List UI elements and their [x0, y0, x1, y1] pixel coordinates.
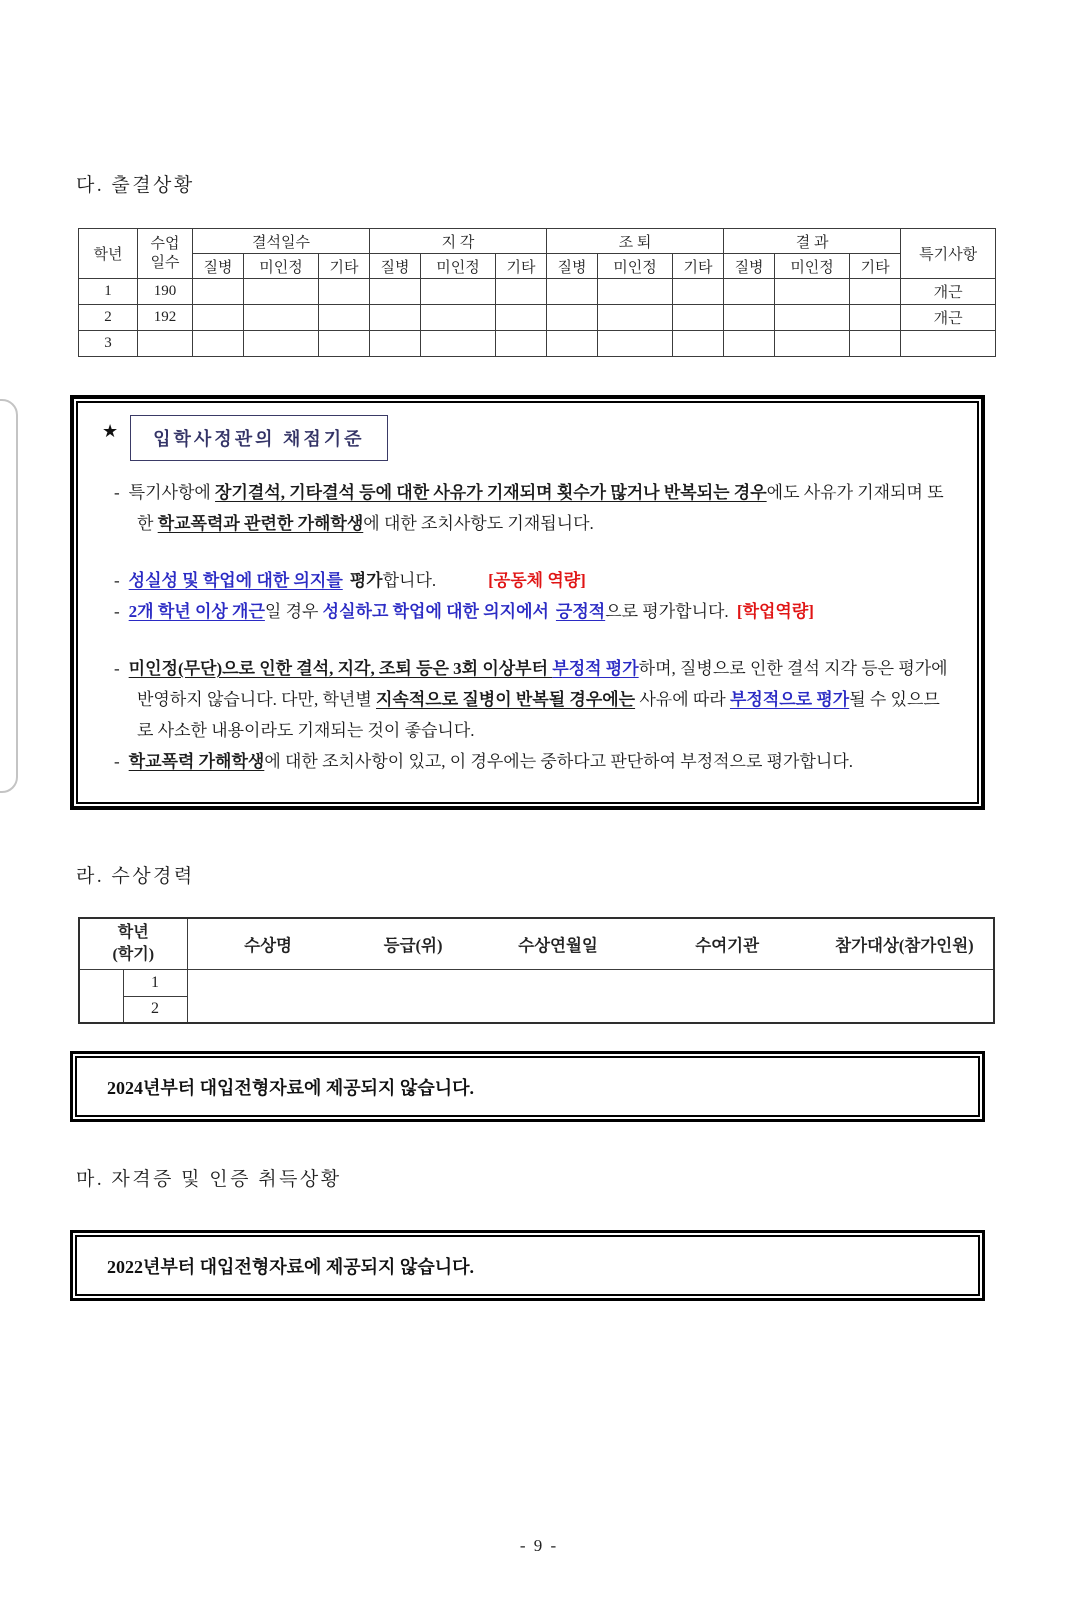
table-cell — [724, 279, 775, 305]
column-header-rank: 등급(위) — [383, 935, 443, 955]
text-run: 사유에 따라 — [635, 690, 730, 709]
column-header-unexcused: 미인정 — [244, 254, 319, 279]
table-cell — [673, 305, 724, 331]
table-cell — [673, 279, 724, 305]
table-cell — [547, 279, 598, 305]
column-header-grade: 학년 — [79, 229, 138, 279]
column-group-result: 결 과 — [724, 229, 901, 254]
notice-text: 2024년부터 대입전형자료에 제공되지 않습니다. — [75, 1056, 980, 1117]
criteria-box — [70, 395, 985, 810]
table-cell — [496, 279, 547, 305]
table-cell — [421, 305, 496, 331]
table-cell — [724, 305, 775, 331]
certificates-heading: 마. 자격증 및 인증 취득상황 — [76, 1169, 342, 1190]
grade-cell: 3 — [79, 331, 138, 357]
table-cell — [421, 279, 496, 305]
text-run: 부정적 평가 — [552, 659, 639, 678]
table-cell — [673, 331, 724, 357]
table-cell — [193, 305, 244, 331]
table-row — [79, 279, 996, 305]
table-cell — [193, 279, 244, 305]
criteria-bullets — [114, 477, 951, 777]
column-header-participants: 참가대상(참가인원) — [835, 935, 974, 955]
days-cell — [138, 331, 193, 357]
table-cell — [496, 305, 547, 331]
table-cell — [775, 331, 850, 357]
criteria-title: 입학사정관의 채점기준 — [130, 415, 387, 461]
table-row — [79, 305, 996, 331]
page-number: - 9 - — [519, 1536, 559, 1555]
table-cell — [319, 305, 370, 331]
grade-cell: 2 — [79, 305, 138, 331]
bullet-dash: - — [114, 483, 120, 502]
table-cell — [775, 305, 850, 331]
column-group-absence: 결석일수 — [193, 229, 370, 254]
bullet-dash: - — [114, 659, 120, 678]
column-header-class-days: 수업 일수 — [138, 229, 193, 279]
table-cell — [850, 305, 901, 331]
text-run: 될 수 있으므로 사소한 내용이라도 기재되는 것이 좋습니다. — [137, 690, 940, 740]
column-header-other: 기타 — [850, 254, 901, 279]
table-cell — [244, 305, 319, 331]
attendance-heading: 다. 출결상황 — [76, 175, 195, 196]
text-run: 학교폭력과 관련한 가해학생 — [157, 514, 364, 533]
column-header-award-name: 수상명 — [244, 935, 292, 955]
column-header-issuer: 수여기관 — [695, 935, 760, 955]
table-cell — [244, 331, 319, 357]
table-cell — [421, 331, 496, 357]
column-header-other: 기타 — [673, 254, 724, 279]
table-cell — [724, 331, 775, 357]
text-run: 에 대한 조치사항이 있고, 이 경우에는 중하다고 판단하여 부정적으로 평가합니다. — [264, 752, 853, 771]
bullet-5 — [114, 746, 951, 777]
table-cell — [370, 305, 421, 331]
days-cell: 192 — [138, 305, 193, 331]
table-row — [79, 331, 996, 357]
column-group-tardy: 지 각 — [370, 229, 547, 254]
column-header-unexcused: 미인정 — [775, 254, 850, 279]
text-run: 일 경우 — [264, 602, 323, 621]
table-cell — [370, 331, 421, 357]
bullet-2 — [114, 565, 951, 596]
table-cell — [598, 331, 673, 357]
note-cell: 개근 — [901, 279, 996, 305]
column-header-unexcused: 미인정 — [421, 254, 496, 279]
attendance-header-row-2 — [79, 254, 996, 279]
text-run: 에도 사유가 기재되며 또한 — [137, 483, 944, 533]
column-header-unexcused: 미인정 — [598, 254, 673, 279]
awards-heading: 라. 수상경력 — [76, 866, 195, 887]
note-cell: 개근 — [901, 305, 996, 331]
text-run: 긍정적 — [555, 602, 606, 621]
column-header-other: 기타 — [319, 254, 370, 279]
criteria-title-row — [98, 415, 953, 461]
bullet-4 — [114, 653, 951, 746]
text-run: 성실하고 학업에 대한 의지에서 — [322, 602, 549, 621]
bullet-dash: - — [114, 571, 120, 590]
notice-text: 2022년부터 대입전형자료에 제공되지 않습니다. — [75, 1235, 980, 1296]
awards-column-headers — [187, 918, 994, 969]
text-run: [학업역량] — [736, 602, 814, 621]
bullet-1 — [114, 477, 951, 539]
table-cell — [775, 279, 850, 305]
table-cell — [547, 331, 598, 357]
text-run: 평가 — [349, 571, 383, 590]
column-header-illness: 질병 — [193, 254, 244, 279]
left-panel-edge — [0, 399, 18, 793]
table-cell — [193, 331, 244, 357]
column-header-grade-semester: 학년 (학기) — [79, 918, 187, 969]
notice-box-2024 — [70, 1051, 985, 1122]
awards-header-row — [79, 918, 994, 969]
note-cell — [901, 331, 996, 357]
column-header-award-date: 수상연월일 — [518, 935, 598, 955]
column-header-illness: 질병 — [724, 254, 775, 279]
column-group-early-leave: 조 퇴 — [547, 229, 724, 254]
text-run: 지속적으로 질병이 반복될 경우에는 — [376, 690, 636, 709]
bullet-dash: - — [114, 752, 120, 771]
table-cell — [850, 279, 901, 305]
table-cell — [547, 305, 598, 331]
text-run: 부정적으로 평가 — [729, 690, 850, 709]
grade-cell — [79, 969, 123, 1023]
text-run: 2개 학년 이상 개근 — [128, 602, 265, 621]
column-header-note: 특기사항 — [901, 229, 996, 279]
star-icon: ★ — [102, 421, 119, 441]
attendance-header-row-1 — [79, 229, 996, 254]
text-run: 학교폭력 가해학생 — [128, 752, 265, 771]
semester-cell: 2 — [123, 996, 187, 1023]
text-run: 미인정(무단)으로 인한 결석, 지각, 조퇴 등은 3회 이상부터 — [128, 659, 553, 678]
table-cell — [187, 969, 994, 1023]
notice-box-2022 — [70, 1230, 985, 1301]
criteria-box-inner — [76, 401, 979, 804]
text-run: 장기결석, 기타결석 등에 대한 사유가 기재되며 횟수가 많거나 반복되는 경우 — [215, 483, 767, 502]
table-cell — [496, 331, 547, 357]
text-run: 성실성 및 학업에 대한 의지를 — [128, 571, 343, 590]
table-cell — [319, 331, 370, 357]
table-cell — [244, 279, 319, 305]
text-run: [공동체 역량] — [488, 571, 586, 590]
semester-cell: 1 — [123, 969, 187, 996]
text-run: 하며, 질병으로 인한 결석 지각 등은 평가에 반영하지 않습니다. 다만, 학년별 — [137, 659, 948, 709]
table-cell — [598, 305, 673, 331]
awards-table — [78, 917, 995, 1024]
bullet-dash: - — [114, 602, 120, 621]
text-run: 특기사항에 — [128, 483, 216, 502]
bullet-3 — [114, 596, 951, 627]
table-row — [79, 969, 994, 996]
table-cell — [850, 331, 901, 357]
column-header-illness: 질병 — [547, 254, 598, 279]
table-cell — [370, 279, 421, 305]
text-run: 으로 평가합니다. — [605, 602, 733, 621]
grade-cell: 1 — [79, 279, 138, 305]
text-run: 에 대한 조치사항도 기재됩니다. — [363, 514, 594, 533]
column-header-illness: 질병 — [370, 254, 421, 279]
attendance-table — [78, 228, 996, 357]
column-header-other: 기타 — [496, 254, 547, 279]
text-run: 합니다. — [382, 571, 437, 590]
table-cell — [598, 279, 673, 305]
days-cell: 190 — [138, 279, 193, 305]
table-cell — [319, 279, 370, 305]
